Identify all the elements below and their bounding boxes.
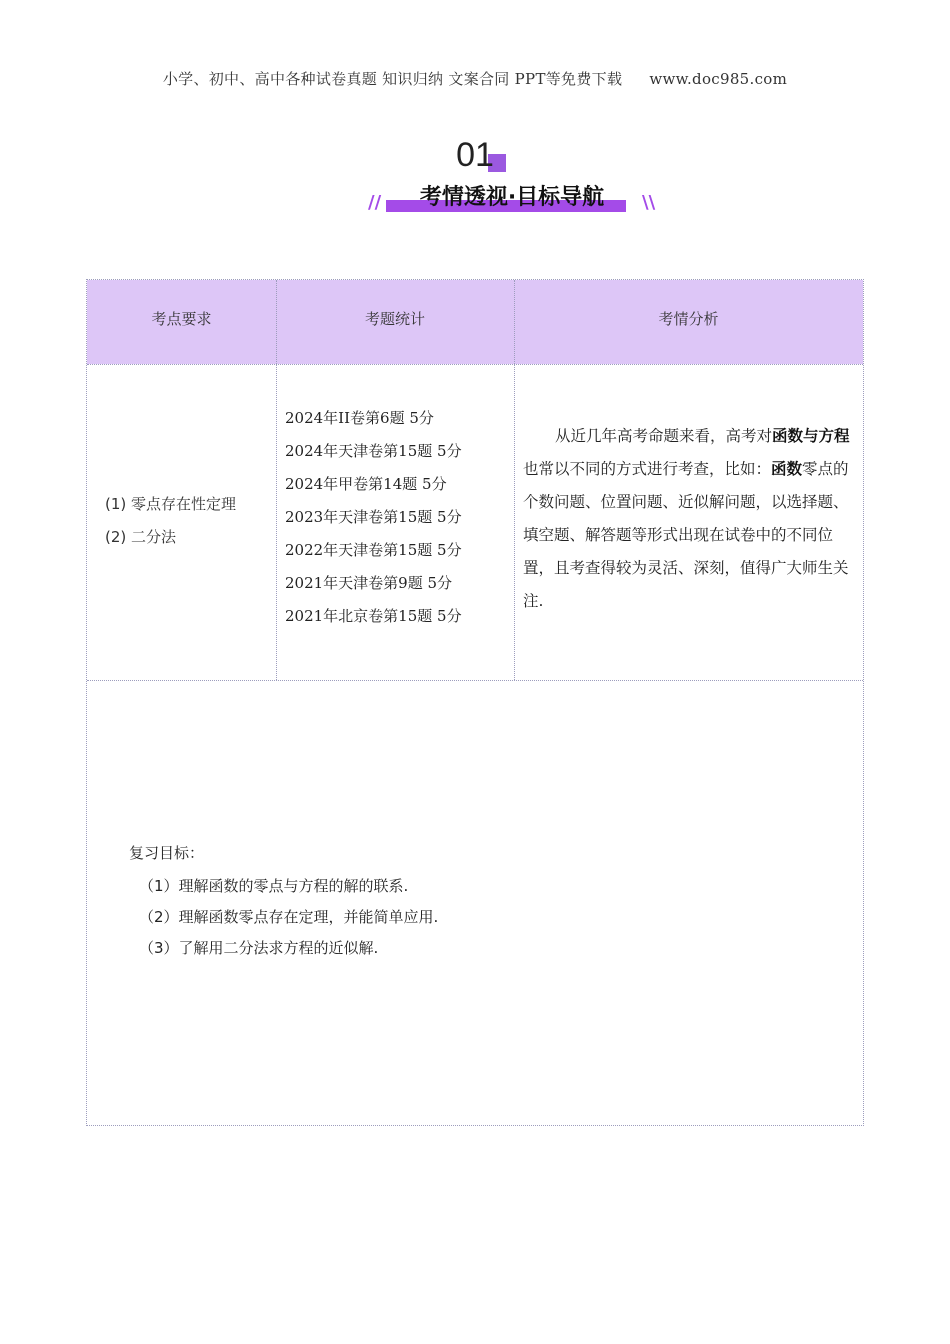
analysis-bold-term: 函数与方程	[772, 427, 850, 445]
exam-statistics-list	[285, 402, 462, 633]
header-url[interactable]: www.doc985.com	[649, 70, 788, 88]
column-header-analysis: 考情分析	[658, 310, 719, 328]
statistics-item: 2024年天津卷第15题 5分	[285, 442, 462, 460]
exam-analysis-paragraph	[523, 420, 861, 618]
review-goals-heading: 复习目标：	[129, 844, 205, 862]
statistics-item: 2021年天津卷第9题 5分	[285, 574, 453, 592]
review-goal-item: （1）理解函数的零点与方程的解的联系.	[139, 877, 409, 895]
requirement-item: (1) 零点存在性定理	[105, 495, 237, 513]
header-text: 小学、初中、高中各种试卷真题 知识归纳 文案合同 PPT等免费下载	[162, 70, 623, 88]
section-number-text: 01	[456, 136, 494, 174]
review-goal-item: （2）理解函数零点存在定理，并能简单应用.	[139, 908, 439, 926]
analysis-text: 也常以不同的方式进行考查，比如：	[523, 460, 772, 478]
exam-analysis-table	[86, 279, 864, 1126]
right-slash-decoration: \\	[642, 192, 656, 213]
statistics-item: 2024年II卷第6题 5分	[285, 409, 434, 427]
page-header	[0, 68, 950, 89]
column-header-statistics: 考题统计	[364, 310, 425, 328]
column-header-requirement: 考点要求	[151, 310, 212, 328]
review-goal-item: （3）了解用二分法求方程的近似解.	[139, 939, 379, 957]
row-divider	[87, 680, 863, 681]
requirement-list	[105, 488, 236, 554]
column-divider	[514, 280, 515, 680]
row-divider	[87, 364, 863, 365]
statistics-item: 2024年甲卷第14题 5分	[285, 475, 447, 493]
requirement-item: (2) 二分法	[105, 528, 177, 546]
section-title-text: 考情透视·目标导航	[419, 185, 605, 210]
analysis-bold-term: 函数	[771, 460, 803, 478]
section-number	[0, 136, 950, 175]
analysis-text: 从近几年高考命题来看，高考对	[555, 427, 773, 445]
statistics-item: 2023年天津卷第15题 5分	[285, 508, 462, 526]
statistics-item: 2022年天津卷第15题 5分	[285, 541, 462, 559]
review-goals	[129, 838, 438, 964]
statistics-item: 2021年北京卷第15题 5分	[285, 607, 462, 625]
left-slash-decoration: //	[368, 192, 382, 213]
section-title	[370, 178, 654, 218]
column-divider	[276, 280, 277, 680]
analysis-text: 零点的个数问题、位置问题、近似解问题，以选择题、填空题、解答题等形式出现在试卷中的不同位置，且考查得较为灵活、深刻，值得广大师生关注.	[523, 460, 849, 610]
